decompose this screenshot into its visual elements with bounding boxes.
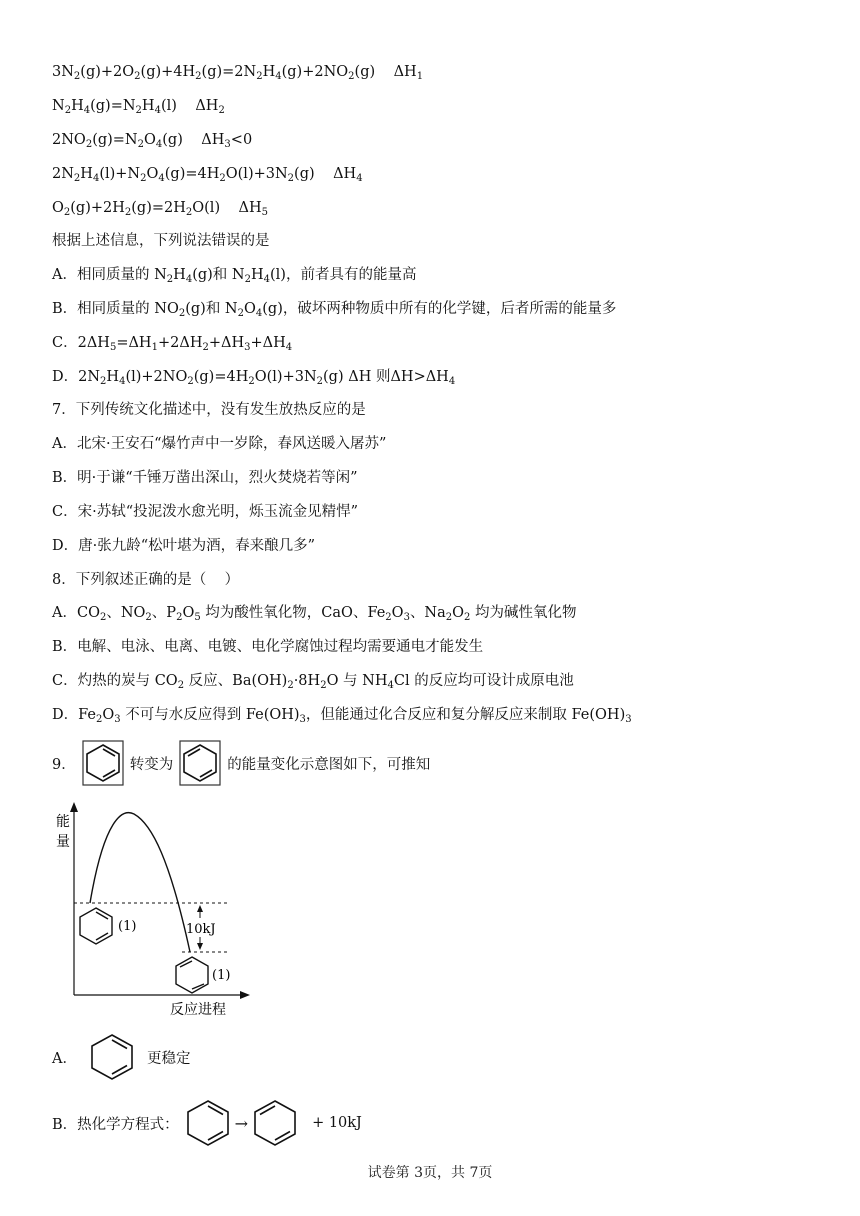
text-line-q8-c: C．灼热的炭与 $CO_2$ 反应、$Ba(OH)_2\cdot 8H_2O$ 与 $NH_4Cl$ 的反应均可设计成原电池 (52, 673, 574, 691)
cyclohexadiene-icon (87, 1032, 137, 1082)
text-line-eq5: $O_2(g)+2H_2(g)=2H_2O(l)$ $\Delta H_5$ (52, 200, 269, 218)
text-line-eq4: $2N_2H_4(l)+N_2O_4(g)=4H_2O(l)+3N_2(g)$ $\Delta H_4$ (52, 166, 363, 184)
reactant-state: (1) (118, 919, 137, 934)
text-line-eq2: $N_2H_4(g)=N_2H_4(l)$ $\Delta H_2$ (52, 98, 225, 116)
text-line-q7-c: C．宋·苏轼“投泥泼水愈光明，烁玉流金见精悍” (52, 504, 359, 520)
text-line-eq1: $3N_2(g)+2O_2(g)+4H_2(g)=2N_2H_4(g)+2NO_2(g)$ $\Delta H_1$ (52, 64, 424, 82)
option-b-label: B．热化学方程式： (52, 1116, 179, 1133)
up-arrow (197, 905, 203, 912)
cyclohexadiene-icon (183, 1098, 233, 1148)
text-line-q6-a: A．相同质量的 $N_2H_4(g)$和 $N_2H_4(l)$，前者具有的能量高 (52, 267, 417, 285)
text-line-q6-b: B．相同质量的 $NO_2(g)$和 $N_2O_4(g)$，破坏两种物质中所有的化学键，后者所需的能量多 (52, 301, 617, 319)
q9-option-b (52, 1098, 362, 1148)
reaction-curve (90, 813, 190, 952)
q9-tail-text: 的能量变化示意图如下，可推知 (227, 756, 431, 773)
x-axis-arrow (240, 991, 250, 999)
text-line-eq3: $2NO_2(g)=N_2O_4(g)$ $\Delta H_3<0$ (52, 132, 253, 150)
text-line-q7-d: D．唐·张九龄“松叶堪为酒，春来酿几多” (52, 538, 316, 554)
down-arrow (197, 943, 203, 950)
y-axis-arrow (70, 802, 78, 812)
product-state: (1) (212, 968, 231, 983)
page-footer: 试卷第 3页，共 7页 (367, 1165, 493, 1181)
text-line-q8-a: A．$CO_2$、$NO_2$、$P_2O_5$ 均为酸性氧化物，CaO、$Fe_2O_3$、$Na_2O_2$ 均为碱性氧化物 (52, 605, 577, 623)
y-axis-label-1: 能 (56, 814, 70, 830)
cyclohexadiene-isomer-icon (179, 740, 221, 786)
q9-stem (52, 740, 436, 786)
q9-option-a (52, 1032, 190, 1082)
text-line-q7-b: B．明·于谦“千锤万凿出深山，烈火焚烧若等闲” (52, 470, 358, 486)
product-molecule-icon (176, 957, 208, 993)
text-line-q8-stem: 8．下列叙述正确的是（ ） (52, 572, 240, 588)
x-axis-label: 反应进程 (170, 1002, 226, 1018)
energy-gap-label: 10kJ (186, 922, 216, 937)
cyclohexadiene-icon (82, 740, 124, 786)
reactant-molecule-icon (80, 908, 112, 944)
option-a-label: A． (52, 1050, 77, 1067)
q9-number: 9． (52, 756, 76, 773)
text-line-q6-stem: 根据上述信息，下列说法错误的是 (52, 233, 270, 249)
q9-mid-text: 转变为 (129, 756, 174, 773)
text-line-q8-d: D．$Fe_2O_3$ 不可与水反应得到 $Fe(OH)_3$，但能通过化合反应和复分解反应来制取 $Fe(OH)_3$ (52, 707, 632, 725)
option-b-text: + 10kJ (312, 1115, 362, 1131)
option-a-text: 更稳定 (146, 1050, 191, 1067)
energy-diagram (52, 800, 272, 1022)
text-line-q6-c: C．$2\Delta H_5=\Delta H_1+2\Delta H_2+\Delta H_3+\Delta H_4$ (52, 335, 293, 353)
text-line-q8-b: B．电解、电泳、电离、电镀、电化学腐蚀过程均需要通电才能发生 (52, 639, 484, 655)
text-line-q6-d: D．$2N_2H_4(l)+2NO_2(g)=4H_2O(l)+3N_2(g)$ ΔH 则$\Delta H>\Delta H_4$ (52, 369, 456, 387)
y-axis-label-2: 量 (56, 834, 70, 850)
text-line-q7-stem: 7．下列传统文化描述中，没有发生放热反应的是 (52, 402, 366, 418)
text-line-q7-a: A．北宋·王安石“爆竹声中一岁除，春风送暖入屠苏” (52, 436, 387, 452)
reaction-arrow: → (234, 1113, 249, 1133)
cyclohexadiene-isomer-icon (250, 1098, 300, 1148)
